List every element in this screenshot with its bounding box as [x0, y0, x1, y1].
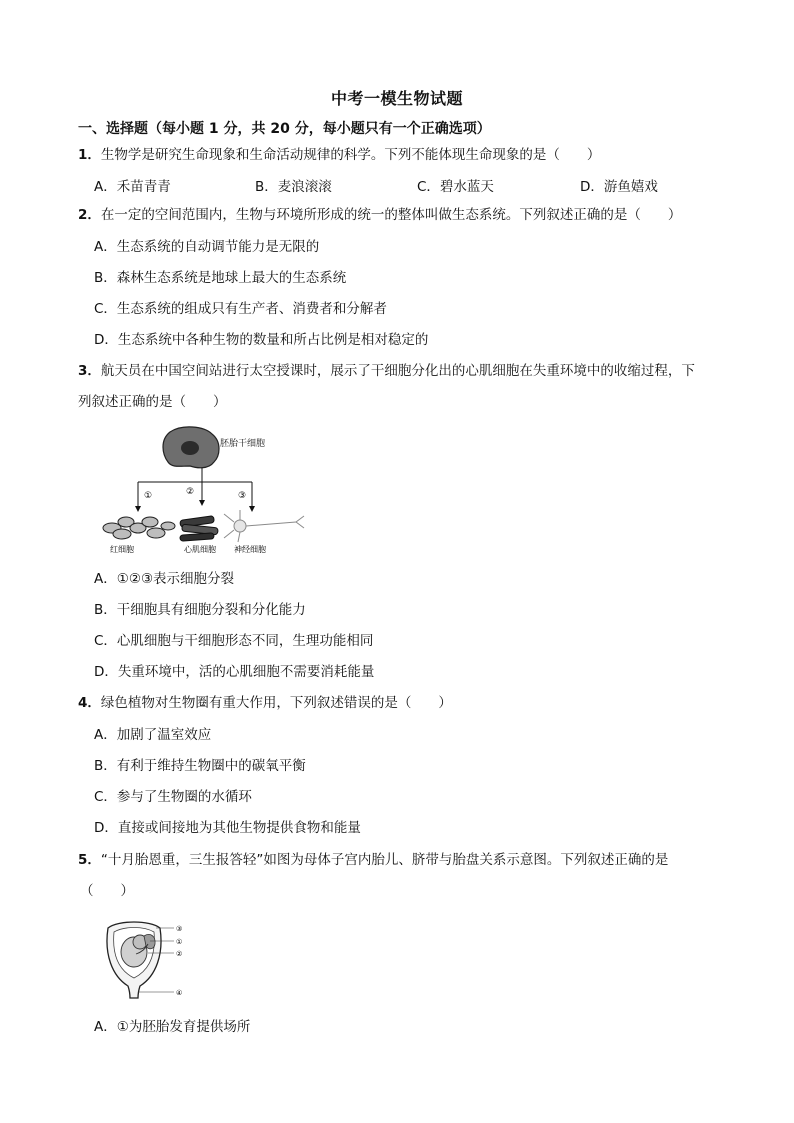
question-number: 2． [78, 207, 101, 223]
question-4 [78, 694, 452, 712]
marker-3: ③ [176, 925, 183, 933]
page-title: 中考一模生物试题 [330, 89, 463, 108]
option-d: D．生态系统中各种生物的数量和所占比例是相对稳定的 [94, 332, 429, 348]
option-a: A．①②③表示细胞分裂 [94, 571, 235, 587]
option-a: A．禾苗青青 [94, 179, 171, 195]
question-number: 4． [78, 695, 101, 711]
question-3 [78, 362, 695, 380]
nerve-cell [224, 510, 304, 542]
option-b: B．干细胞具有细胞分裂和分化能力 [94, 602, 306, 618]
option-c: C．心肌细胞与干细胞形态不同，生理功能相同 [94, 633, 374, 649]
question-1 [78, 146, 600, 164]
option-b: B．有利于维持生物圈中的碳氧平衡 [94, 758, 306, 774]
option-a: A．①为胚胎发育提供场所 [94, 1019, 251, 1035]
option-a: A．生态系统的自动调节能力是无限的 [94, 239, 320, 255]
question-stem: 在一定的空间范围内，生物与环境所形成的统一的整体叫做生态系统。下列叙述正确的是（ ） [100, 207, 682, 223]
question-number: 5． [78, 852, 101, 868]
arrow-head [135, 506, 141, 512]
label-nerve-cell: 神经细胞 [234, 545, 266, 554]
stem-cell-nucleus [181, 441, 199, 455]
stem-cell-differentiation-figure [100, 422, 305, 557]
option-d: D．直接或间接地为其他生物提供食物和能量 [94, 820, 361, 836]
option-d: D．游鱼嬉戏 [580, 179, 658, 195]
question-3-stem-continued: 列叙述正确的是（ ） [78, 394, 227, 410]
option-c: C．碧水蓝天 [417, 179, 494, 195]
question-1-options [94, 175, 734, 193]
option-b: B．森林生态系统是地球上最大的生态系统 [94, 270, 347, 286]
option-b: B．麦浪滚滚 [255, 179, 332, 195]
option-c: C．生态系统的组成只有生产者、消费者和分解者 [94, 301, 387, 317]
question-stem: 生物学是研究生命现象和生命活动规律的科学。下列不能体现生命现象的是（ ） [100, 147, 601, 163]
question-stem: “十月胎恩重，三生报答轻”如图为母体子宫内胎儿、脐带与胎盘关系示意图。下列叙述正确的是 [100, 852, 669, 868]
option-d: D．失重环境中，活的心肌细胞不需要消耗能量 [94, 664, 375, 680]
figure-top-label: 胚胎干细胞 [220, 439, 266, 449]
arrow-head [249, 506, 255, 512]
question-5 [78, 851, 668, 869]
option-c: C．参与了生物圈的水循环 [94, 789, 252, 805]
question-2 [78, 206, 681, 224]
marker-2: ② [186, 487, 195, 497]
marker-4: ④ [176, 989, 183, 997]
question-stem: 航天员在中国空间站进行太空授课时，展示了干细胞分化出的心肌细胞在失重环境中的收缩过程，下 [100, 363, 695, 379]
marker-1: ① [176, 938, 183, 946]
arrow-head [199, 500, 205, 506]
marker-2: ② [176, 950, 183, 958]
label-red-blood-cell: 红细胞 [110, 545, 134, 554]
question-number: 3． [78, 363, 101, 379]
uterus-fetus-figure [100, 914, 190, 1004]
cardiac-muscle-cells [180, 516, 218, 542]
question-stem: 绿色植物对生物圈有重大作用，下列叙述错误的是（ ） [100, 695, 452, 711]
marker-3: ③ [238, 491, 247, 501]
option-a: A．加剧了温室效应 [94, 727, 212, 743]
marker-1: ① [144, 491, 153, 501]
section-heading: 一、选择题（每小题 1 分，共 20 分，每小题只有一个正确选项） [78, 121, 491, 137]
question-5-stem-continued: （ ） [80, 883, 134, 899]
label-cardiac-cell: 心肌细胞 [184, 545, 216, 554]
red-blood-cells [103, 517, 175, 539]
question-number: 1． [78, 147, 101, 163]
